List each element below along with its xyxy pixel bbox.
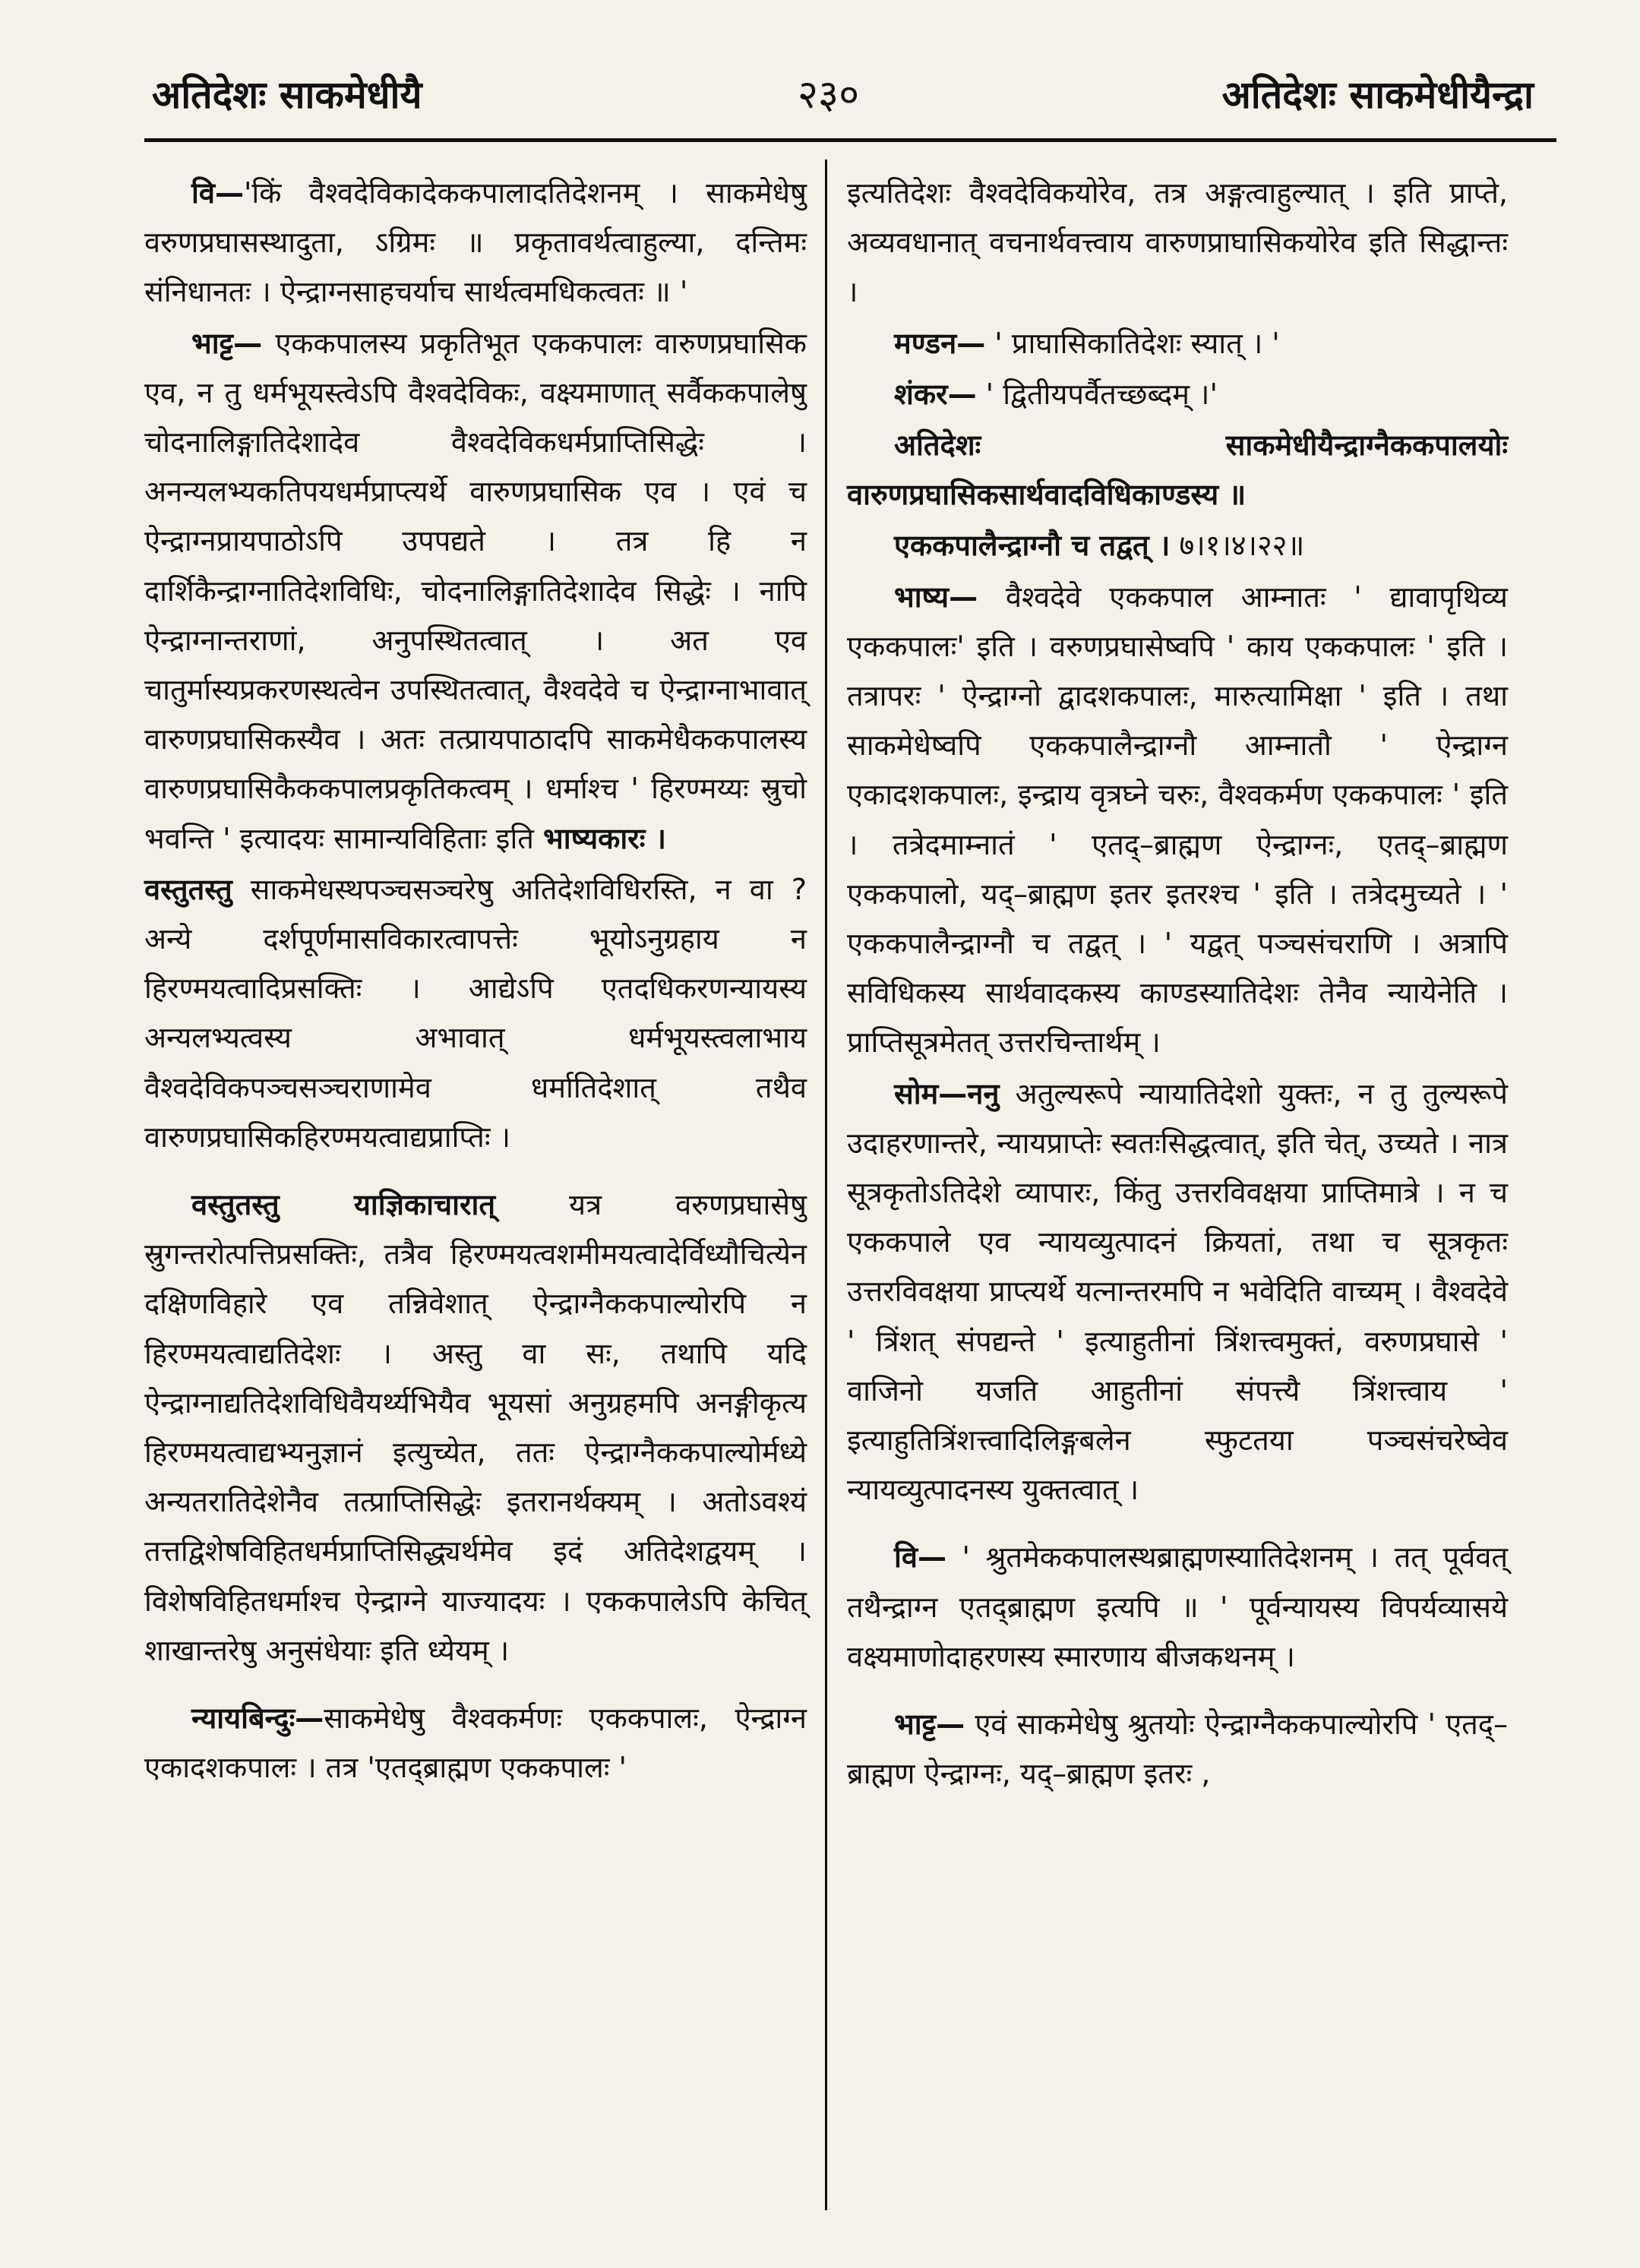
label-soma: सोम—ननु (894, 1076, 1000, 1110)
label-nyayabindu: न्यायबिन्दुः— (191, 1701, 324, 1736)
right-para-bhatta (847, 1700, 1508, 1799)
left-column (144, 169, 807, 1795)
label-vi-right: वि— (894, 1540, 946, 1575)
sutra-text: एककपालैन्द्राग्नौ च तद्वत् । (894, 529, 1171, 563)
heading-text: अतिदेशः साकमेधीयैन्द्राग्नैककपालयोः वारुणप्रघासिकसार्थवादविधिकाण्डस्य ॥ (847, 428, 1508, 512)
right-para-continuation (847, 169, 1508, 317)
right-para-bhashya (847, 573, 1508, 1068)
right-para-soma (847, 1069, 1508, 1515)
text-vi: 'किं वैश्वदेविकादेककपालादतिदेशनम् । साकमेधेषु वरुणप्रघासस्थादुता, ऽग्रिमः ॥ प्रकृतावर्थत्वाहुल्या, दन्तिमः संनिधानतः । ऐन्द्राग्नसाहचर्याच सार्थत्वमधिकत्वतः ॥ ' (144, 176, 807, 309)
running-header-right: अतिदेशः साकमेधीयैन्द्रा (1221, 73, 1534, 117)
header-rule (144, 138, 1556, 142)
page-number: २३० (798, 72, 860, 118)
text-nyayabindu: साकमेधेषु वैश्वकर्मणः एककपालः, ऐन्द्राग्न एकादशकपालः । तत्र 'एतद्ब्राह्मण एककपालः ' (144, 1701, 807, 1785)
label-bhatta-right: भाट्ट— (894, 1707, 965, 1742)
label-vastutastu-1: वस्तुतस्तु (144, 872, 232, 906)
right-column (847, 169, 1508, 1801)
column-divider (825, 160, 827, 2210)
label-bhatta: भाट्ट— (191, 326, 263, 360)
adhikarana-heading (847, 421, 1508, 520)
left-para-bhatta (144, 319, 807, 864)
text-vastutastu-1: साकमेधस्थपञ्चसञ्चरेषु अतिदेशविधिरस्ति, न वा ? अन्ये दर्शपूर्णमासविकारत्वापत्तेः भूयोऽनुग्रहाय न हिरण्मयत्वादिप्रसक्तिः । आद्येऽपि एतदधिकरणन्यायस्य अन्यलभ्यत्वस्य अभावात् धर्मभूयस्त्वलाभाय वैश्वदेविकपञ्चसञ्चराणामेव धर्मातिदेशात् तथैव वारुणप्रघासिकहिरण्मयत्वाद्यप्राप्तिः । (144, 872, 807, 1154)
label-vi: वि— (191, 176, 244, 210)
bhashyakara-bold: भाष्यकारः । (543, 821, 667, 855)
left-para-vastutastu-2 (144, 1180, 807, 1676)
label-bhashya: भाष्य— (894, 580, 978, 614)
text-shankara: ' द्वितीयपर्वैतच्छब्दम् ।' (985, 377, 1218, 411)
text-soma: अतुल्यरूपे न्यायातिदेशो युक्तः, न तु तुल्यरूपे उदाहरणान्तरे, न्यायप्राप्तेः स्वतःसिद्धत्वात्, इति चेत्, उच्यते । नात्र सूत्रकृतोऽतिदेशे व्यापारः, किंतु उत्तरविवक्षया प्राप्तिमात्रे । न च एककपाले एव न्यायव्युत्पादनं क्रियतां, तथा च सूत्रकृतः उत्तरविवक्षया प्राप्त्यर्थे यत्नान्तरमपि न भवेदिति वाच्यम् । वैश्वदेवे ' त्रिंशत् संपद्यन्ते ' इत्याहुतीनां त्रिंशत्त्वमुक्तं, वरुणप्रघासे ' वाजिनो यजति आहुतीनां संपत्त्यै त्रिंशत्त्वाय ' इत्याहुतित्रिंशत्त्वादिलिङ्गबलेन स्फुटतया पञ्चसंचरेष्वेव न्यायव्युत्पादनस्य युक्तत्वात् । (847, 1076, 1508, 1507)
right-para-vi (847, 1533, 1508, 1682)
label-mandana: मण्डन— (894, 326, 986, 360)
text-bhatta: एककपालस्य प्रकृतिभूत एककपालः वारुणप्रघासिक एव, न तु धर्मभूयस्त्वेऽपि वैश्वदेविकः, वक्ष्यमाणात् सर्वैककपालेषु चोदनालिङ्गातिदेशादेव वैश्वदेविकधर्मप्राप्तिसिद्धेः । अनन्यलभ्यकतिपयधर्मप्राप्त्यर्थे वारुणप्रघासिक एव । एवं च ऐन्द्राग्नप्रायपाठोऽपि उपपद्यते । तत्र हि न दार्शिकैन्द्राग्नातिदेशविधिः, चोदनालिङ्गातिदेशादेव सिद्धेः । नापि ऐन्द्राग्नान्तराणां, अनुपस्थितत्वात् । अत एव चातुर्मास्यप्रकरणस्थत्वेन उपस्थितत्वात्, वैश्वदेवे च ऐन्द्राग्नाभावात् वारुणप्रघासिकस्यैव । अतः तत्प्रायपाठादपि साकमेधैककपालस्य वारुणप्रघासिकैककपालप्रकृतिकत्वम् । धर्माश्च ' हिरण्मय्यः स्रुचो भवन्ति ' इत्यादयः सामान्यविहिताः इति (144, 326, 807, 855)
sutra-reference: ७।१।४।२२॥ (1179, 529, 1305, 563)
text-vi-right: ' श्रुतमेककपालस्थब्राह्मणस्यातिदेशनम् । तत् पूर्ववत् तथैन्द्राग्न एतद्ब्राह्मण इत्यपि ॥ ' पूर्वन्यायस्य विपर्यव्यासये वक्ष्यमाणोदाहरणस्य स्मारणाय बीजकथनम् । (847, 1540, 1508, 1673)
text-vastutastu-2: यत्र वरुणप्रघासेषु स्रुगन्तरोत्पत्तिप्रसक्तिः, तत्रैव हिरण्मयत्वशमीमयत्वादेर्विध्यौचित्येन दक्षिणविहारे एव तन्निवेशात् ऐन्द्राग्नैककपाल्योरपि न हिरण्मयत्वाद्यतिदेशः । अस्तु वा सः, तथापि यदि ऐन्द्राग्नाद्यतिदेशविधिवैयर्थ्यभियैव भूयसां अनुग्रहमपि अनङ्गीकृत्य हिरण्मयत्वाद्यभ्यनुज्ञानं इत्युच्येत, ततः ऐन्द्राग्नैककपाल्योर्मध्ये अन्यतरातिदेशेनैव तत्प्राप्तिसिद्धेः इतरानर्थक्यम् । अतोऽवश्यं तत्तद्विशेषविहितधर्मप्राप्तिसिद्ध्यर्थमेव इदं अतिदेशद्वयम् । विशेषविहितधर्माश्च ऐन्द्राग्ने याज्यादयः । एककपालेऽपि केचित् शाखान्तरेषु अनुसंधेयाः इति ध्येयम् । (144, 1188, 807, 1667)
label-vastutastu-2: वस्तुतस्तु याज्ञिकाचारात् (191, 1188, 495, 1222)
left-para-nyayabindu (144, 1694, 807, 1793)
right-para-shankara (847, 370, 1508, 419)
text-continuation: इत्यतिदेशः वैश्वदेविकयोरेव, तत्र अङ्गत्वाहुल्यात् । इति प्राप्ते, अव्यवधानात् वचनार्थवत्त्वाय वारुणप्राघासिकयोरेव इति सिद्धान्तः । (847, 176, 1508, 309)
left-para-vastutastu-1 (144, 865, 807, 1162)
text-mandana: ' प्राघासिकातिदेशः स्यात् । ' (994, 326, 1280, 360)
label-shankara: शंकर— (894, 377, 977, 411)
left-para-vi (144, 169, 807, 317)
sutra-line (847, 521, 1508, 570)
running-header-left: अतिदेशः साकमेधीयै (152, 73, 422, 117)
text-bhatta-right: एवं साकमेधेषु श्रुतयोः ऐन्द्राग्नैककपाल्योरपि ' एतद्–ब्राह्मण ऐन्द्राग्नः, यद्–ब्राह्मण इतरः , (847, 1707, 1508, 1791)
text-bhashya: वैश्वदेवे एककपाल आम्नातः ' द्यावापृथिव्य एककपालः' इति । वरुणप्रघासेष्वपि ' काय एककपालः ' इति । तत्रापरः ' ऐन्द्राग्नो द्वादशकपालः, मारुत्यामिक्षा ' इति । तथा साकमेधेष्वपि एककपालैन्द्राग्नौ आम्नातौ ' ऐन्द्राग्न एकादशकपालः, इन्द्राय वृत्रघ्ने चरुः, वैश्वकर्मण एककपालः ' इति । तत्रेदमाम्नातं ' एतद्–ब्राह्मण ऐन्द्राग्नः, एतद्–ब्राह्मण एककपालो, यद्–ब्राह्मण इतर इतरश्च ' इति । तत्रेदमुच्यते । ' एककपालैन्द्राग्नौ च तद्वत् । ' यद्वत् पञ्चसंचराणि । अत्रापि सविधिकस्य सार्थवादकस्य काण्डस्यातिदेशः तेनैव न्यायेनेति । प्राप्तिसूत्रमेतत् उत्तरचिन्तार्थम् । (847, 580, 1508, 1060)
right-para-mandana (847, 319, 1508, 368)
